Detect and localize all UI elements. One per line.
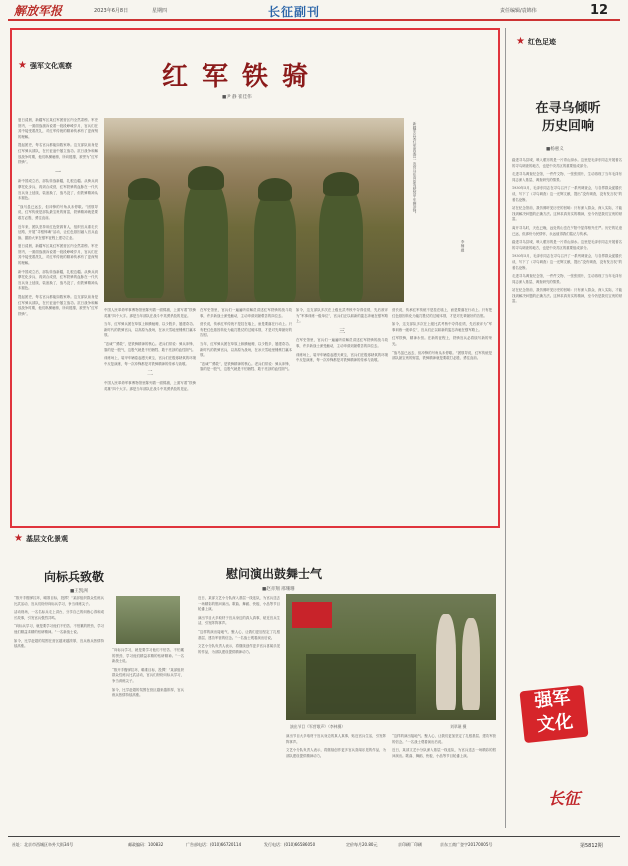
right-paragraph: 1930年5月，毛泽东同志在寻乌召开了一系列调查会，与各界群众促膝长谈，写下了《寻乌调查》这一光辉文献，提出“没有调查，没有发言权”的著名论断。 — [512, 186, 622, 202]
feature-paragraph: 提起团史，每名官兵都能如数家珍。这支部队前身是红军骑兵部队，在长征途中屡立战功。抗日战争和解放战争时期，他们纵横驰骋，所向披靡，被誉为“红军铁骑”。 — [18, 295, 98, 316]
feature-paragraph: 夏日清晨，新疆军区某红军团营区内全然肃穆。军史馆内，一面面战旗诉说着一段段峥嵘岁月，官兵们在其中接受着洗礼，对红军传统的精神传承有了更深刻的理解。 — [18, 118, 98, 139]
footer-rule — [8, 836, 620, 837]
feature-paragraph: “战马虽已远去，但冲锋的号角从未停歇。”团领导说，红军传统是部队最宝贵的财富，铁骑精神就是要敢打必胜、勇往直前。 — [392, 350, 492, 361]
footer-printer: 京印刷厂印刷 — [398, 842, 422, 847]
footer-address: 社址：北京市西城区阜外大街34号 — [12, 842, 74, 847]
feature-column-2 — [104, 308, 196, 520]
story1-column-1 — [14, 596, 104, 826]
right-paragraph: 走进寻乌调查纪念馆，一件件文物、一张张照片，生动再现了当年毛泽东同志深入基层、调查研究的情景。 — [512, 274, 622, 284]
red-flag-icon — [292, 602, 332, 628]
section-mark: 三 — [338, 327, 345, 335]
performer-figure — [436, 614, 456, 710]
story2-photo-credit: 刘翠瑛 摄 — [450, 724, 467, 729]
masthead-logo: 解放军报 — [14, 4, 63, 18]
issue-date: 2023年6月8日 — [94, 8, 129, 14]
story-paragraph: “向标兵学习，就是要学习他们不怕苦、不怕累的拼劲，学习他们精益求精的钻研精神。”一名新战士说。 — [112, 648, 184, 664]
story-paragraph: 活动现场，一名名标兵走上讲台，分享自己的训练心得和成长故事，引发官兵强烈共鸣。 — [14, 610, 104, 620]
feature-column-4 — [296, 308, 388, 520]
story2-photo-caption: 演出节目《军营歌声》（李林摄） — [290, 724, 346, 729]
story2-column-3 — [392, 734, 496, 826]
story-paragraph: 文艺小分队负责人表示，将继续创作更多官兵喜闻乐见的作品，为部队建设提供精神动力。 — [198, 644, 280, 654]
story2-byline: ■赵赤翔 邢珊珊 — [262, 587, 295, 592]
feature-headline: 红军铁骑 — [162, 62, 323, 92]
story-paragraph: 如今，比学赶超的氛围在营区越来越浓厚，官兵练兵热情持续高涨。 — [14, 638, 104, 649]
header-rule — [8, 19, 620, 21]
issue-number: 第5812期 — [580, 843, 603, 849]
feature-paragraph: “战马虽已远去，但冲锋的号角从未停歇。”团领导说，红军传统是部队最宝贵的财富，铁骑精神就是要敢打必胜、勇往直前。 — [18, 204, 98, 220]
feature-paragraph: 中国人民革命军事博物馆里陈列着一面锦旗，上面写着“铁骑英雄”四个大字。那是当年部队在战斗中英勇杀敌的见证。 — [104, 308, 196, 318]
feature-paragraph: 中国人民革命军事博物馆里陈列着一面锦旗，上面写着“铁骑英雄”四个大字。那是当年部队在战斗中英勇杀敌的见证。 — [104, 380, 196, 391]
feature-paragraph: 在军史馆里，官兵们一遍遍听讲解员讲述红军铁骑的战斗故事，许多新战士深受触动，主动申请到最艰苦的岗位去。 — [200, 308, 292, 318]
feature-paragraph: 夏日清晨，新疆军区某红军团营区内全然肃穆。军史馆内，一面面战旗诉说着一段段峥嵘岁月，官兵们在其中接受着洗礼，对红军传统的精神传承有了更深刻的理解。 — [18, 244, 98, 266]
page-header — [0, 0, 628, 22]
editor-credit: 责任编辑/袁锦伟 — [500, 8, 537, 14]
section-mark: 一 — [54, 168, 61, 176]
story-paragraph: “推开手榴弹拉环，瞄准目标，投掷！”某部组织群众性练兵比武活动，官兵们纷纷向标兵学习，争当训练尖子。 — [14, 596, 104, 606]
right-paragraph: 离开寻乌时，天色已晚，远处的山峦在夕阳中显得格外庄严。历史的足迹已远，但那份为民情怀，永远值得我们铭记与传承。 — [512, 225, 622, 236]
feature-byline: ■尹 静 崔佳伟 — [222, 95, 252, 100]
red-star-icon: ★ — [18, 60, 27, 71]
footer-postcode: 邮政编码：100832 — [128, 842, 164, 847]
story2-photo — [286, 594, 496, 720]
right-byline: ■杨惠义 — [546, 147, 564, 152]
story-paragraph: 如今，比学赶超的氛围在营区越来越浓厚，官兵练兵热情持续高涨。 — [112, 687, 184, 698]
feature-paragraph: “忠诚”“勇敢”，是铁骑精神的核心。老兵们常说：骑兵冲锋，靠的是一股气，这股气就是不怕牺牲、敢于亮剑的血性胆气。 — [104, 341, 196, 352]
feature-column-label: ★ 强军文化观察 — [18, 60, 72, 71]
section-mark: 二 — [146, 370, 153, 378]
feature-column-3 — [200, 308, 292, 520]
story-paragraph: 近日，某部文艺小分队深入基层一线连队，为官兵送去一场精彩的慰问演出。歌曲、舞蹈、快板、小品等节目轮番上演。 — [392, 748, 496, 758]
story-paragraph: “推开手榴弹拉环，瞄准目标，投掷！”某部组织群众性练兵比武活动，官兵们纷纷向标兵学习，争当训练尖子。 — [112, 667, 184, 683]
right-paragraph: 走进寻乌调查纪念馆，一件件文物、一张张照片，生动再现了当年毛泽东同志深入基层、调查研究的情景。 — [512, 172, 622, 182]
feature-paragraph: 红军铁骑，精神永恒。在新的征程上，铁骑官兵必将续写新的荣光。 — [392, 336, 492, 346]
footer-ad-phone: 广告部电话：(010)66720114 — [186, 842, 242, 847]
feature-paragraph: 新中国成立后，部队转战新疆，扎根边疆。从骑兵到摩托化步兵，再到合成营，红军铁骑的血脉在一代代官兵身上延续，装备换了，战马没了，但铁骑精神从未褪色。 — [18, 179, 98, 201]
story-paragraph: 演出节目大多取材于官兵身边的真人真事，贴近官兵生活，引发阵阵掌声。 — [198, 615, 280, 626]
performer-figure — [462, 618, 480, 710]
feature-paragraph: 当年，红军骑兵团在草原上纵横驰骋，以少胜多，屡建奇功。新时代的铁骑官兵，以高原为战场，在冰天雪地里锤炼打赢本领。 — [200, 341, 292, 358]
red-star-icon: ★ — [14, 533, 23, 544]
right-paragraph: 踏进寻乌县城，映入眼帘的是一片青山绿水。这里是毛泽东同志开展著名的寻乌调查的地方，也是中央苏区的重要组成部分。 — [512, 240, 622, 250]
feature-photo — [104, 118, 404, 302]
story-paragraph: 演出节目大多取材于官兵身边的真人真事，贴近官兵生活，引发阵阵掌声。 — [286, 734, 386, 744]
issue-weekday: 星期四 — [152, 8, 168, 14]
photo-credit: 李楠 摄 — [461, 240, 465, 252]
culture-stamp: 强军 文化 — [519, 685, 588, 743]
story1-column-2 — [112, 648, 184, 826]
feature-column-1 — [18, 118, 98, 516]
section-title: 长征副刊 — [268, 5, 321, 19]
feature-paragraph: 近年来，团队坚持用红色资源育人，组织官兵重走长征路，开展“寻根铸魂”活动，让红色基因融入官兵血脉，激励大家在强军征程上建功立业。 — [18, 224, 98, 240]
right-paragraph: 站在纪念馆前，我仿佛听见历史的回响：只有深入群众、深入实际，才能找到解决问题的正确方法。这种求真务实的精神，至今仍是我们宝贵的财富。 — [512, 206, 622, 222]
brand-logo: 长征 — [548, 789, 581, 808]
story2-title: 慰问演出鼓舞士气 — [226, 567, 323, 581]
story2-column-1 — [198, 596, 280, 826]
right-article-title: 在寻乌倾听 历史回响 — [535, 101, 601, 134]
page-number: 12 — [590, 3, 609, 18]
feature-paragraph: 如今，这支部队多次在上级比武考核中夺得佳绩，先后被评为“军事训练一级单位”，官兵们正以崭新的姿态奔驰在强军路上。 — [296, 308, 388, 324]
story-paragraph: “这样的演出接地气、聚人心，让我们更加坚定了扎根基层、建功军营的信念。”一名战士观看演出后说。 — [392, 734, 496, 744]
feature-paragraph: 营长说，传承红军传统不是挂在墙上，而是要落在行动上。只有把红色基因转化为能打胜仗的过硬本领，才是对先辈最好的告慰。 — [392, 308, 492, 318]
feature-paragraph: 当年，红军骑兵团在草原上纵横驰骋，以少胜多，屡建奇功。新时代的铁骑官兵，以高原为战场，在冰天雪地里锤炼打赢本领。 — [104, 322, 196, 338]
feature-box — [10, 28, 500, 528]
footer-price: 定价每月20.80元 — [346, 842, 378, 847]
photo-caption: 新疆军区某红军团某营一连官兵在高原驾驶装甲车辆冲锋。 — [413, 122, 417, 216]
footer-distribution: 发行电话：(010)66586050 — [264, 842, 316, 847]
grassroots-column-label: ★ 基层文化景观 — [14, 533, 68, 544]
story1-photo — [116, 596, 180, 644]
right-paragraph: 踏进寻乌县城，映入眼帘的是一片青山绿水。这里是毛泽东同志开展著名的寻乌调查的地方，也是中央苏区的重要组成部分。 — [512, 158, 622, 168]
feature-paragraph: 训练场上，装甲车辆卷起漫天黄尘，官兵们在极寒缺氧的环境中反复演练，每一次冲锋都是对铁骑精神的传承与致敬。 — [104, 356, 196, 366]
right-column-label: ★ 红色足迹 — [516, 36, 556, 47]
story1-title: 向标兵致敬 — [44, 570, 105, 584]
column-divider — [505, 28, 506, 828]
feature-paragraph: “忠诚”“勇敢”，是铁骑精神的核心。老兵们常说：骑兵冲锋，靠的是一股气，这股气就是不怕牺牲、敢于亮剑的血性胆气。 — [200, 361, 292, 372]
feature-paragraph: 在军史馆里，官兵们一遍遍听讲解员讲述红军铁骑的战斗故事，许多新战士深受触动，主动申请到最艰苦的岗位去。 — [296, 338, 388, 348]
story-paragraph: 近日，某部文艺小分队深入基层一线连队，为官兵送去一场精彩的慰问演出。歌曲、舞蹈、快板、小品等节目轮番上演。 — [198, 596, 280, 612]
feature-column-5 — [392, 308, 492, 520]
story-paragraph: “这样的演出接地气、聚人心，让我们更加坚定了扎根基层、建功军营的信念。”一名战士观看演出后说。 — [198, 629, 280, 640]
story-paragraph: 文艺小分队负责人表示，将继续创作更多官兵喜闻乐见的作品，为部队建设提供精神动力。 — [286, 748, 386, 758]
right-paragraph: 站在纪念馆前，我仿佛听见历史的回响：只有深入群众、深入实际，才能找到解决问题的正确方法。这种求真务实的精神，至今仍是我们宝贵的财富。 — [512, 288, 622, 304]
feature-paragraph: 如今，这支部队多次在上级比武考核中夺得佳绩，先后被评为“军事训练一级单位”，官兵们正以崭新的姿态奔驰在强军路上。 — [392, 322, 492, 332]
audience-area — [306, 654, 416, 714]
story-paragraph: “向标兵学习，就是要学习他们不怕苦、不怕累的拼劲，学习他们精益求精的钻研精神。”一名新战士说。 — [14, 624, 104, 634]
footer-license: 京东工商广登字20170005号 — [440, 842, 493, 847]
feature-paragraph: 训练场上，装甲车辆卷起漫天黄尘，官兵们在极寒缺氧的环境中反复演练，每一次冲锋都是对铁骑精神的传承与致敬。 — [296, 352, 388, 363]
feature-paragraph: 提起团史，每名官兵都能如数家珍。这支部队前身是红军骑兵部队，在长征途中屡立战功。抗日战争和解放战争时期，他们纵横驰骋，所向披靡，被誉为“红军铁骑”。 — [18, 143, 98, 165]
right-article-body — [512, 158, 622, 678]
feature-paragraph: 营长说，传承红军传统不是挂在墙上，而是要落在行动上。只有把红色基因转化为能打胜仗的过硬本领，才是对先辈最好的告慰。 — [200, 322, 292, 338]
story1-byline: ■王凯洲 — [70, 589, 88, 594]
story2-column-2 — [286, 734, 386, 826]
red-star-icon: ★ — [516, 36, 525, 47]
right-paragraph: 1930年5月，毛泽东同志在寻乌召开了一系列调查会，与各界群众促膝长谈，写下了《寻乌调查》这一光辉文献，提出“没有调查，没有发言权”的著名论断。 — [512, 254, 622, 270]
feature-paragraph: 新中国成立后，部队转战新疆，扎根边疆。从骑兵到摩托化步兵，再到合成营，红军铁骑的血脉在一代代官兵身上延续，装备换了，战马没了，但铁骑精神从未褪色。 — [18, 269, 98, 291]
